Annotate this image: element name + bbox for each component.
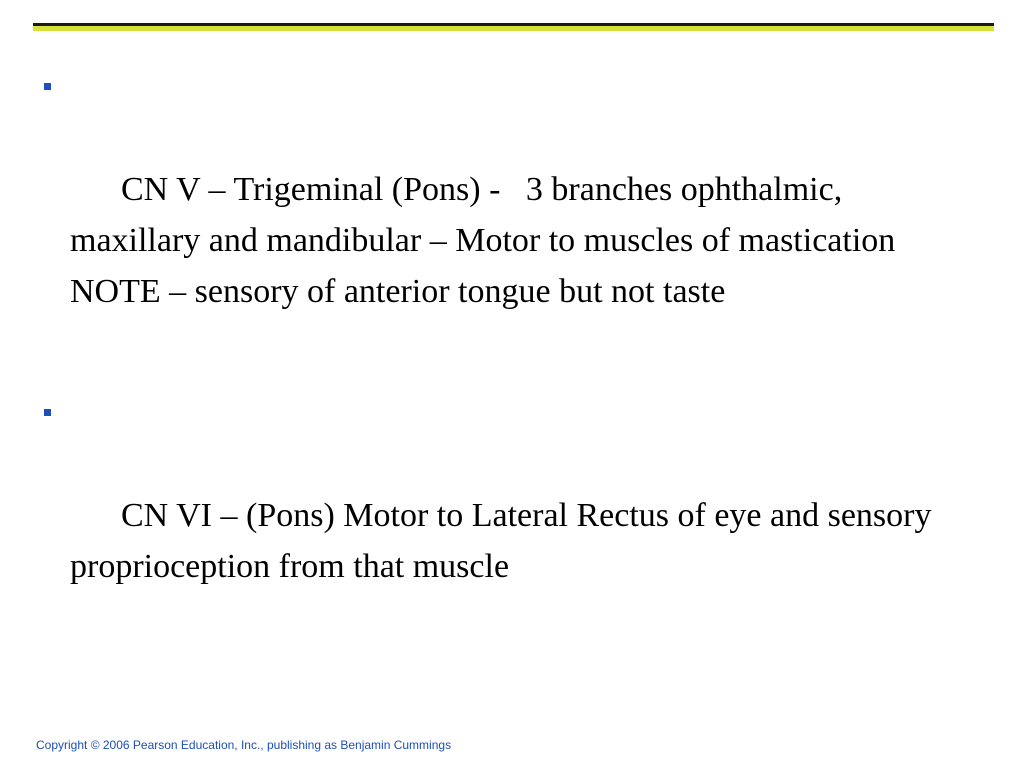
bullet-text-cn-v: CN V – Trigeminal (Pons) - 3 branches ophthalmic, maxillary and mandibular – Motor to muscles of mastication NOTE – sensory of anterior tongue but not taste bbox=[70, 171, 904, 310]
square-bullet-icon bbox=[44, 409, 51, 416]
header-rule-accent bbox=[33, 26, 994, 31]
bullet-list bbox=[40, 62, 970, 663]
square-bullet-icon bbox=[44, 83, 51, 90]
copyright-footer: Copyright © 2006 Pearson Education, Inc., publishing as Benjamin Cummings bbox=[36, 738, 452, 752]
bullet-item-cn-vi bbox=[40, 388, 970, 643]
header-rule bbox=[33, 23, 994, 31]
bullet-item-cn-v bbox=[40, 62, 970, 368]
bullet-text-cn-vi: CN VI – (Pons) Motor to Lateral Rectus of eye and sensory proprioception from that muscle bbox=[70, 497, 940, 585]
